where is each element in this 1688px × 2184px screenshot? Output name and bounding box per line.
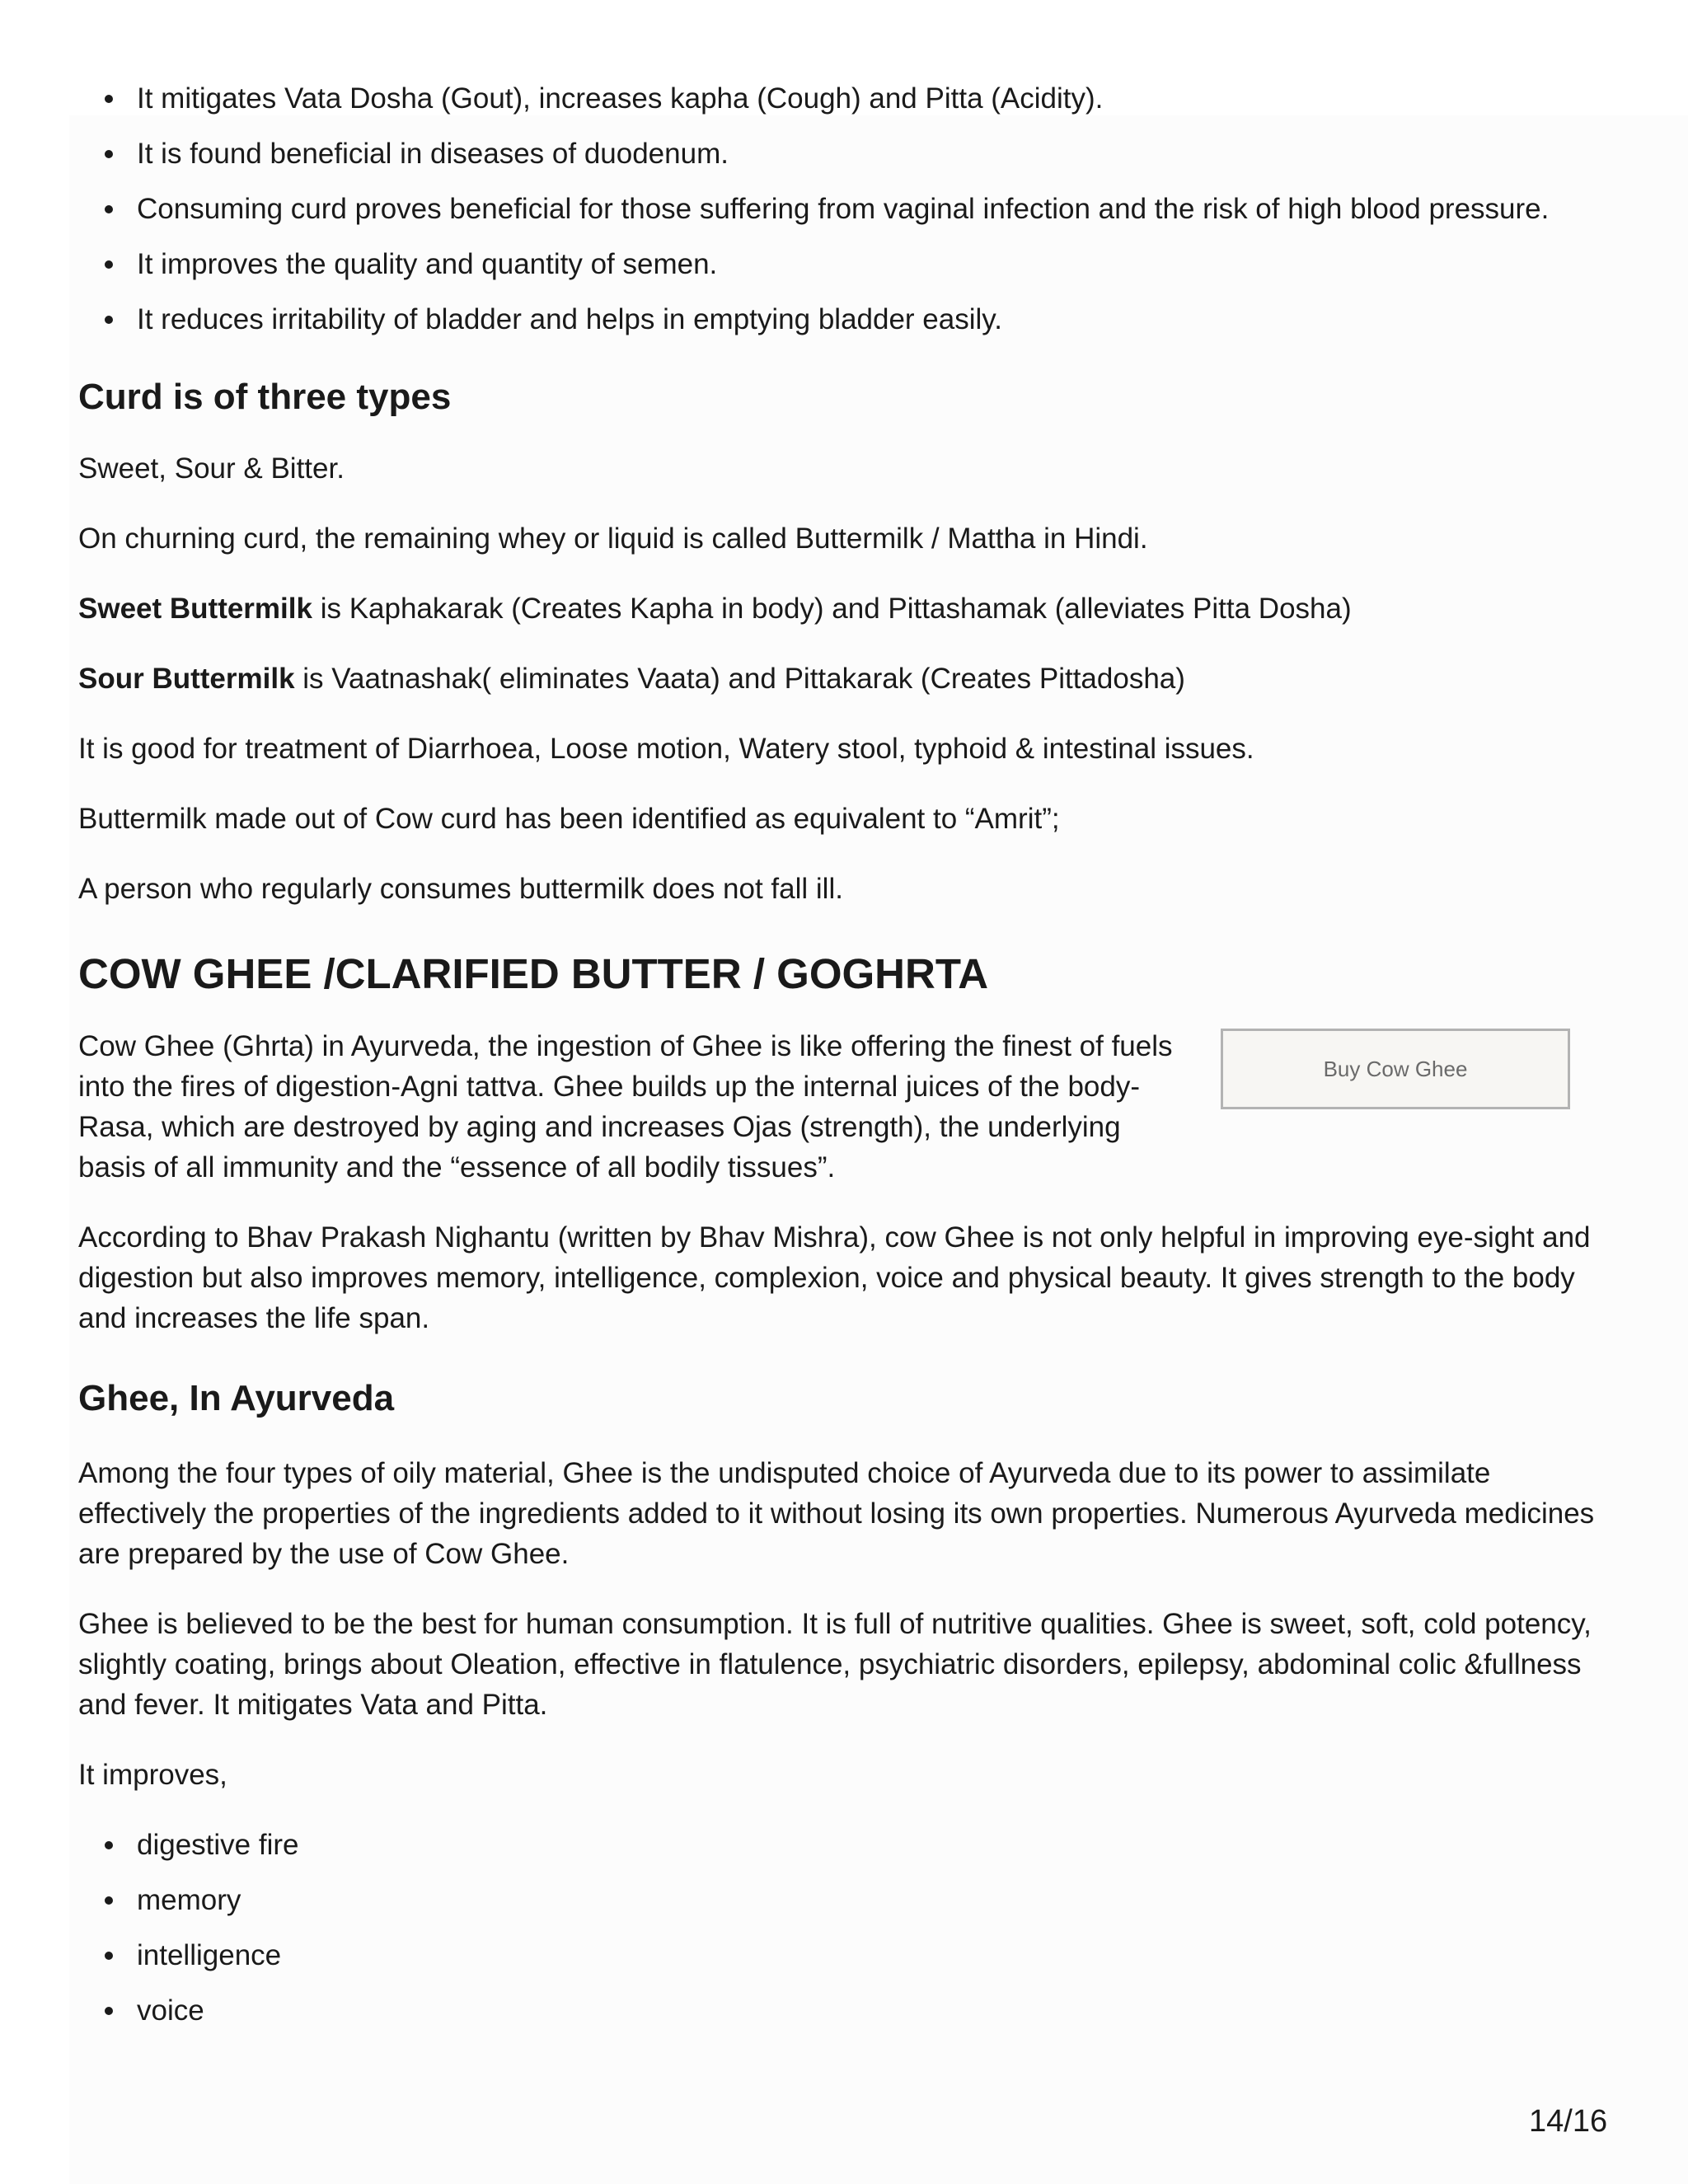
ghee-intro-text: Cow Ghee (Ghrta) in Ayurveda, the ingestion of Ghee is like offering the finest of fuels into the fires of digestion-Agni tattva. Ghee builds up the internal juices of the body-Rasa, which are destroyed by aging and increases Ojas (strength), the underlying basis of all immunity and the “essence of all bodily tissues”. bbox=[78, 1030, 1173, 1183]
ghee-intro-row bbox=[78, 1026, 1611, 1188]
list-item: digestive fire bbox=[78, 1825, 1611, 1865]
list-item: Consuming curd proves beneficial for those suffering from vaginal infection and the risk of high blood pressure. bbox=[78, 189, 1611, 229]
list-item: It reduces irritability of bladder and helps in emptying bladder easily. bbox=[78, 299, 1611, 340]
list-item: memory bbox=[78, 1880, 1611, 1920]
list-item: intelligence bbox=[78, 1935, 1611, 1975]
article-content bbox=[78, 74, 1611, 2046]
list-item: It is found beneficial in diseases of duodenum. bbox=[78, 134, 1611, 174]
sweet-buttermilk-text bbox=[78, 588, 1611, 629]
curd-types-heading: Curd is of three types bbox=[78, 377, 452, 417]
treatment-text: It is good for treatment of Diarrhoea, Loose motion, Watery stool, typhoid & intestinal issues. bbox=[78, 733, 1254, 765]
regular-consumption-text: A person who regularly consumes buttermilk does not fall ill. bbox=[78, 873, 843, 905]
churning-text: On churning curd, the remaining whey or liquid is called Buttermilk / Mattha in Hindi. bbox=[78, 523, 1148, 555]
improves-list bbox=[78, 1825, 1611, 2031]
page-number: 14/16 bbox=[1529, 2104, 1608, 2139]
cow-ghee-heading: COW GHEE /CLARIFIED BUTTER / GOGHRTA bbox=[78, 950, 989, 997]
sweet-buttermilk-label: Sweet Buttermilk bbox=[78, 593, 312, 625]
list-item: voice bbox=[78, 1990, 1611, 2031]
improves-text: It improves, bbox=[78, 1759, 227, 1791]
sour-buttermilk-desc: is Vaatnashak( eliminates Vaata) and Pittakarak (Creates Pittadosha) bbox=[294, 663, 1185, 695]
bhav-prakash-text: According to Bhav Prakash Nighantu (written by Bhav Mishra), cow Ghee is not only helpful in improving eye-sight and digestion but also improves memory, intelligence, complexion, voice and physical beauty. It gives strength to the body and increases the life span. bbox=[78, 1221, 1591, 1334]
sour-buttermilk-text bbox=[78, 658, 1611, 699]
sweet-buttermilk-desc: is Kaphakarak (Creates Kapha in body) and Pittashamak (alleviates Pitta Dosha) bbox=[312, 593, 1352, 625]
amrit-text: Buttermilk made out of Cow curd has been identified as equivalent to “Amrit”; bbox=[78, 803, 1060, 835]
ayurveda-paragraph-1: Among the four types of oily material, Ghee is the undisputed choice of Ayurveda due to its power to assimilate effectively the properties of the ingredients added to it without losing its own properties. Numerous Ayurveda medicines are prepared by the use of Cow Ghee. bbox=[78, 1457, 1595, 1570]
list-item: It improves the quality and quantity of semen. bbox=[78, 244, 1611, 284]
curd-types-text: Sweet, Sour & Bitter. bbox=[78, 452, 345, 485]
ayurveda-paragraph-2: Ghee is believed to be the best for human consumption. It is full of nutritive qualities. Ghee is sweet, soft, cold potency, slightly coating, brings about Oleation, effective in flatulence, psychiatric disorders, epilepsy, abdominal colic &fullness and fever. It mitigates Vata and Pitta. bbox=[78, 1608, 1592, 1721]
list-item: It mitigates Vata Dosha (Gout), increases kapha (Cough) and Pitta (Acidity). bbox=[78, 78, 1611, 119]
buy-cow-ghee-button[interactable]: Buy Cow Ghee bbox=[1221, 1029, 1570, 1109]
sour-buttermilk-label: Sour Buttermilk bbox=[78, 663, 295, 695]
curd-benefits-list bbox=[78, 78, 1611, 340]
ghee-ayurveda-heading: Ghee, In Ayurveda bbox=[78, 1378, 395, 1418]
